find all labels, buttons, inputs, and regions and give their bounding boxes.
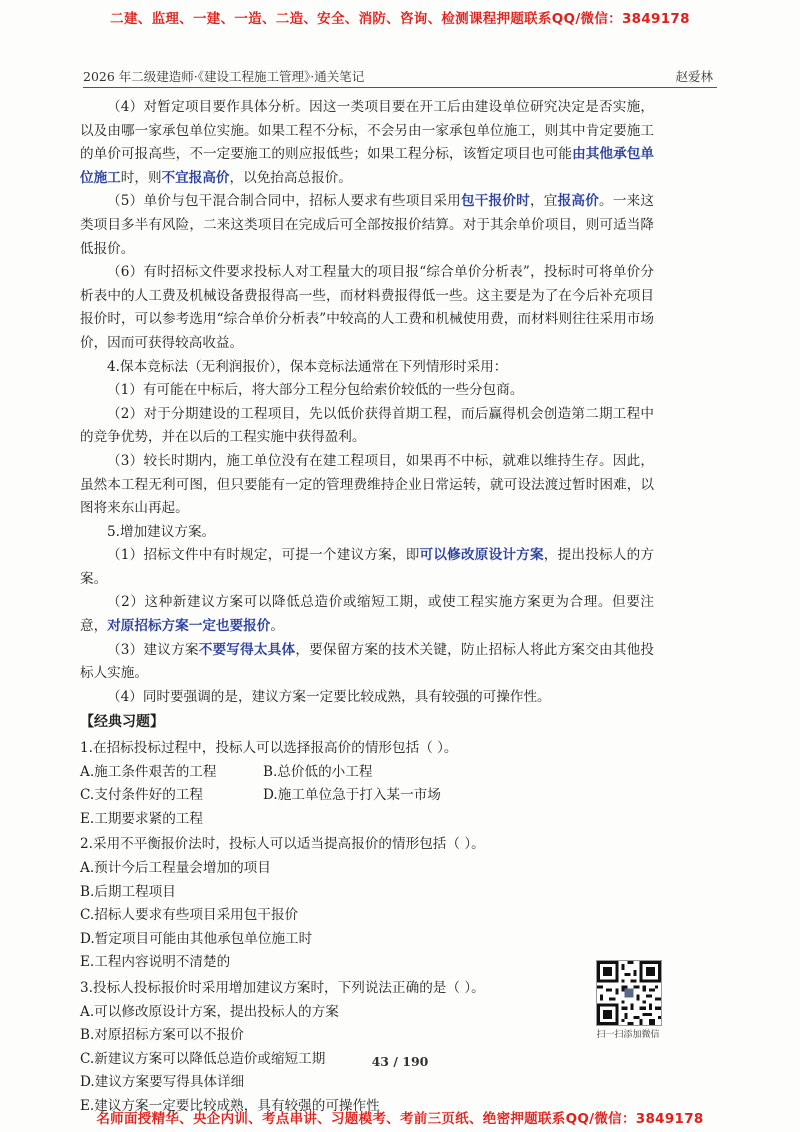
highlight-not-too-specific: 不要写得太具体 bbox=[198, 641, 296, 658]
option-c: C.招标人要求有些项目采用包干报价 bbox=[80, 907, 299, 924]
option-d: D.建议方案要写得具体详细 bbox=[80, 1074, 245, 1091]
option-b: B.对原招标方案可以不报价 bbox=[80, 1027, 244, 1044]
question-2-stem: 2.采用不平衡报价法时，投标人可以适当提高报价的情形包括（ ）。 bbox=[80, 836, 485, 853]
page-content bbox=[80, 96, 654, 1119]
section-proposal-title: 5.增加建议方案。 bbox=[107, 523, 216, 540]
section-break-even-title: 4.保本竞标法（无利润报价），保本竞标法通常在下列情形时采用： bbox=[107, 358, 508, 375]
option-c: C.支付条件好的工程 bbox=[80, 787, 203, 804]
highlight-modify-design: 可以修改原设计方案 bbox=[419, 547, 544, 564]
author-name: 赵爱林 bbox=[675, 69, 713, 84]
break-even-item-1: （1）有可能在中标后，将大部分工程分包给索价较低的一些分包商。 bbox=[107, 382, 524, 399]
proposal-item-2: （2）这种新建议方案可以降低总造价或缩短工期，或使工程实施方案更为合理。但要注意，对原招标方案一定也要报价。 bbox=[80, 594, 654, 635]
question-1-stem: 1.在招标投标过程中，投标人可以选择报高价的情形包括（ ）。 bbox=[80, 740, 458, 757]
break-even-item-3: （3）较长时期内，施工单位没有在建工程项目，如果再不中标，就难以维持生存。因此，虽然本工程无利可图，但只要能有一定的管理费维持企业日常运转，就可设法渡过暂时困难，以图将来东山再起。 bbox=[80, 452, 654, 517]
highlight-original-must-price: 对原招标方案一定也要报价 bbox=[107, 618, 271, 635]
option-b: B.后期工程项目 bbox=[80, 883, 176, 900]
option-e: E.建议方案一定要比较成熟，具有较强的可操作性 bbox=[80, 1097, 380, 1114]
option-c: C.新建议方案可以降低总造价或缩短工期 bbox=[80, 1050, 326, 1067]
option-a: A.施工条件艰苦的工程 bbox=[80, 763, 217, 780]
paragraph-lump-sum: （5）单价与包干混合制合同中，招标人要求有些项目采用包干报价时，宜报高价。一来这类项目多半有风险，二来这类项目在完成后可全部按报价结算。对于其余单价项目，则可适当降低报价。 bbox=[80, 193, 655, 257]
proposal-item-3: （3）建议方案不要写得太具体，要保留方案的技术关键，防止招标人将此方案交由其他投标人实施。 bbox=[80, 641, 655, 682]
paragraph-unit-price-analysis: （6）有时招标文件要求投标人对工程量大的项目报“综合单价分析表”，投标时可将单价分析表中的人工费及机械设备费报得高一些，而材料费报得低一些。这主要是为了在今后补充项目报价时，可以参考选用“综合单价分析表”中较高的人工费和机械使用费，而材料则往往采用市场价，因而可获得较高收益。 bbox=[80, 264, 654, 351]
running-head bbox=[83, 67, 717, 88]
option-d: D.暂定项目可能由其他承包单位施工时 bbox=[80, 930, 313, 947]
question-1-options-cd bbox=[80, 784, 654, 808]
question-1-options-ab bbox=[80, 761, 654, 785]
top-promo-banner: 二建、监理、一建、一造、二造、安全、消防、咨询、检测课程押题联系QQ/微信：3849178 bbox=[110, 11, 690, 27]
break-even-item-2: （2）对于分期建设的工程项目，先以低价获得首期工程，而后赢得机会创造第二期工程中的竞争优势，并在以后的工程实施中获得盈利。 bbox=[80, 405, 654, 446]
exercises-title: 【经典习题】 bbox=[80, 714, 164, 731]
proposal-item-1: （1）招标文件中有时规定，可提一个建议方案，即可以修改原设计方案，提出投标人的方案。 bbox=[80, 547, 655, 587]
option-e: E.工期要求紧的工程 bbox=[80, 810, 203, 827]
highlight-other-contractor: 由其他承包单位施工 bbox=[80, 146, 654, 186]
question-3-stem: 3.投标人投标报价时采用增加建议方案时，下列说法正确的是（ ）。 bbox=[80, 979, 485, 996]
highlight-no-high-price: 不宜报高价 bbox=[161, 169, 230, 186]
qr-caption: 扫一扫添加微信 bbox=[596, 1030, 660, 1040]
option-b: B.总价低的小工程 bbox=[263, 763, 373, 780]
proposal-item-4: （4）同时要强调的是，建议方案一定要比较成熟，具有较强的可操作性。 bbox=[107, 688, 551, 705]
option-a: A.预计今后工程量会增加的项目 bbox=[80, 860, 271, 876]
bottom-promo-banner: 名师面授精华、央企内训、考点串讲、习题模考、考前三页纸、绝密押题联系QQ/微信：3849178 bbox=[96, 1111, 704, 1127]
option-d: D.施工单位急于打入某一市场 bbox=[263, 787, 441, 804]
page-number: 43 / 190 bbox=[371, 1054, 429, 1069]
option-a: A.可以修改原设计方案，提出投标人的方案 bbox=[80, 1003, 339, 1020]
book-title: 2026 年二级建造师·《建设工程施工管理》·通关笔记 bbox=[83, 69, 365, 84]
option-e: E.工程内容说明不清楚的 bbox=[80, 954, 231, 971]
highlight-lump-sum: 包干报价时 bbox=[460, 193, 530, 210]
paragraph-provisional-items: （4）对暂定项目要作具体分析。因这一类项目要在开工后由建设单位研究决定是否实施，以及由哪一家承包单位实施。如果工程不分标，不会另由一家承包单位施工，则其中肯定要施工的单价可报高些，不一定要施工的则应报低些；如果工程分标，该暂定项目也可能由其他承包单位施工时，则不宜报高价，以免抬高总报价。 bbox=[80, 99, 654, 186]
wechat-qr-code-icon[interactable] bbox=[596, 960, 662, 1026]
highlight-high-price: 报高价 bbox=[557, 193, 600, 210]
